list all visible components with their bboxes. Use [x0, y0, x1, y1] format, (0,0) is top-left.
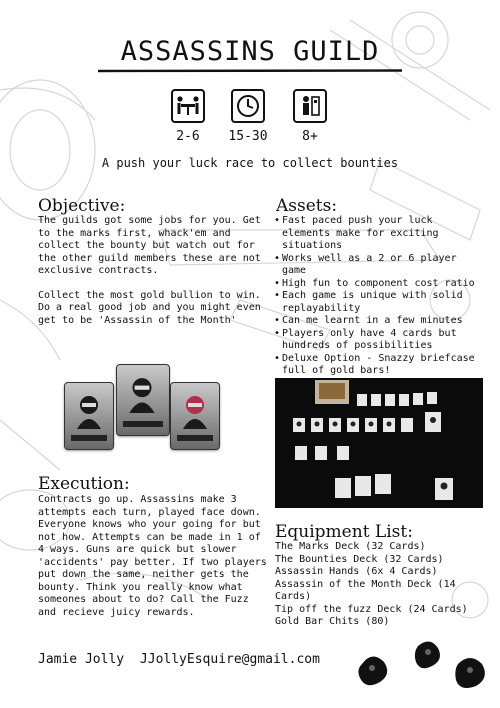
ninja-icon — [179, 393, 211, 429]
list-item: • Can me learnt in a few minutes — [274, 315, 484, 328]
objective-paragraph-2: Collect the most gold bullion to win. Do a real good job and you might even get to be 'Assassin of the Month' — [38, 289, 261, 326]
list-item: The Bounties Deck (32 Cards) — [275, 553, 444, 565]
list-item: • Players only have 4 cards but hundreds of possibilities — [274, 328, 484, 353]
assets-list — [274, 215, 484, 378]
ninja-icon — [73, 393, 105, 429]
assets-heading: Assets: — [276, 196, 338, 216]
list-item: Assassin Hands (6x 4 Cards) — [275, 566, 438, 577]
list-item: Gold Bar Chits (80) — [275, 616, 390, 627]
execution-heading: Execution: — [38, 474, 130, 494]
clock-icon — [231, 89, 265, 123]
equipment-heading: Equipment List: — [275, 522, 413, 542]
list-item: Assassin of the Month Deck (14 Cards) — [275, 578, 456, 602]
age-person-icon — [293, 89, 327, 123]
objective-paragraph-1: The guilds got some jobs for you. Get to the marks first, whack'em and collect the bounty but watch out for the other guild members these are not exclusive contracts. — [38, 215, 261, 276]
card-image — [170, 382, 220, 450]
assassin-cards-image — [60, 362, 220, 466]
list-item: • Fast paced push your luck elements make for exciting situations — [274, 215, 484, 253]
list-item: • Deluxe Option - Snazzy briefcase full of gold bars! — [274, 353, 484, 378]
title-underline — [98, 69, 402, 73]
contact-footer — [38, 652, 320, 667]
list-item: The Marks Deck (32 Cards) — [275, 541, 426, 552]
card-image — [116, 364, 170, 436]
gameplay-photo — [275, 378, 483, 508]
author-email[interactable]: JJollyEsquire@gmail.com — [139, 652, 320, 667]
list-item: • Works well as a 2 or 6 player game — [274, 253, 484, 278]
list-item: • Each game is unique with solid replayability — [274, 290, 484, 315]
list-item: • High fun to component cost ratio — [274, 278, 484, 291]
stat-players-label: 2-6 — [176, 129, 200, 144]
stat-age-label: 8+ — [302, 129, 318, 144]
objective-text — [38, 215, 268, 339]
card-image — [64, 382, 114, 450]
game-stats — [0, 89, 500, 149]
tagline: A push your luck race to collect bounties — [101, 156, 399, 170]
page-title: ASSASSINS GUILD — [120, 36, 380, 67]
list-item: Tip off the fuzz Deck (24 Cards) — [275, 603, 468, 615]
ninja-icon — [125, 375, 159, 413]
execution-text: Contracts go up. Assassins make 3 attempts each turn, played face down. Everyone knows who your going for but not how. Attempts can be made in 1 of 4 ways. Guns are quick but slower 'accidents' pay better. If two players put down the same, neither gets the bounty. Think you really know what someones about to do? Call the Fuzz and recieve juicy rewards. — [38, 494, 267, 618]
equipment-list — [275, 541, 485, 629]
bullet-holes-icon — [350, 624, 500, 708]
stat-age — [280, 89, 340, 144]
stat-players — [158, 89, 218, 144]
objective-heading: Objective: — [38, 196, 126, 216]
stat-duration-label: 15-30 — [228, 129, 268, 144]
players-at-table-icon — [171, 89, 205, 123]
author-name: Jamie Jolly — [38, 652, 125, 667]
stat-duration — [218, 89, 278, 144]
